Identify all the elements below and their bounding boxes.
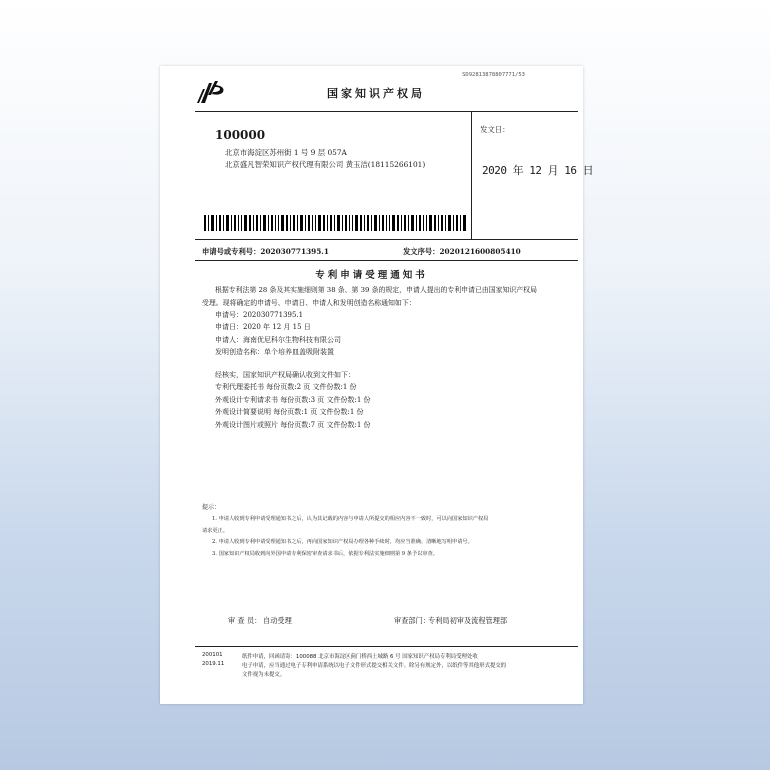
divider [195, 646, 578, 647]
send-number: 发文序号：2020121600805410 [403, 247, 521, 256]
divider [195, 239, 578, 240]
postcode: 100000 [215, 128, 266, 142]
tip-item: 请求更正。 [202, 528, 228, 534]
notice-paragraph: 根据专利法第 28 条及其实施细则第 38 条、第 39 条的规定，申请人提出的专利申请已由国家知识产权局 [215, 286, 537, 294]
footer-text: 纸件申请，回函请寄：100088 北京市海淀区蓟门桥西土城路 6 号 国家知识产权局专利局受理处收 [242, 654, 478, 660]
office-name: 国家知识产权局 [327, 87, 425, 100]
recipient-address: 北京市海淀区苏州街 1 号 9 层 057A [225, 148, 347, 157]
recipient-agency: 北京盛凡智荣知识产权代理有限公司 黄玉洁(18115266101) [225, 160, 426, 169]
footer-code: 2019.11 [202, 661, 225, 667]
divider [471, 111, 472, 239]
notice-document [160, 66, 594, 704]
divider [195, 111, 578, 112]
field-application-no: 申请号：202030771395.1 [215, 311, 304, 319]
field-invention-name: 发明创造名称：单个培养皿盖吸附装置 [215, 348, 334, 356]
footer-code: 200101 [202, 652, 223, 658]
field-application-date: 申请日：2020 年 12 月 15 日 [215, 323, 311, 331]
notice-paragraph: 受理。现将确定的申请号、申请日、申请人和发明创造名称通知如下： [202, 299, 416, 307]
examiner-value: 自动受理 [263, 616, 292, 625]
received-file-item: 外观设计简要说明 每份页数:1 页 文件份数:1 份 [215, 408, 364, 416]
sent-date-label: 发文日： [480, 125, 510, 134]
received-file-item: 外观设计图片或照片 每份页数:7 页 文件份数:1 份 [215, 421, 371, 429]
department-label: 审查部门： [394, 616, 430, 625]
tip-item: 2. 申请人收到专利申请受理通知书之后，再向国家知识产权局办理各种手续时，均应当准确、清晰地写明申请号。 [212, 539, 473, 545]
department-value: 专利局初审及流程管理部 [428, 616, 508, 625]
received-files-intro: 经核实，国家知识产权局确认收到文件如下： [215, 371, 355, 379]
footer-text: 电子申请，应当通过电子专利申请系统以电子文件形式提交相关文件。除另有规定外，以纸件等其他形式提交的 [242, 663, 507, 669]
page-title: 专利申请受理通知书 [315, 270, 428, 281]
field-applicant: 申请人：海南优尼科尔生物科技有限公司 [215, 336, 341, 344]
divider [195, 260, 578, 261]
received-file-item: 专利代理委托书 每份页数:2 页 文件份数:1 份 [215, 383, 357, 391]
cnipa-logo-icon [195, 79, 229, 105]
barcode [204, 215, 466, 231]
application-number: 申请号或专利号：202030771395.1 [202, 247, 329, 256]
footer-text: 文件视为未提交。 [242, 672, 286, 678]
examiner-label: 审 查 员： [228, 616, 262, 625]
tips-title: 提示： [202, 504, 221, 511]
sent-date: 2020 年 12 月 16 日 [482, 164, 594, 177]
received-file-item: 外观设计专利请求书 每份页数:3 页 文件份数:1 份 [215, 396, 371, 404]
tip-item: 3. 国家知识产权局收到向外国申请专利保密审查请求书后，依据专利法实施细则第 9 条予以审查。 [212, 551, 438, 557]
serial-number: SD92813878807771/53 [462, 72, 525, 78]
tip-item: 1. 申请人收到专利申请受理通知书之后，认为其记载的内容与申请人所提交的相应内容不一致时，可以向国家知识产权局 [212, 516, 489, 522]
